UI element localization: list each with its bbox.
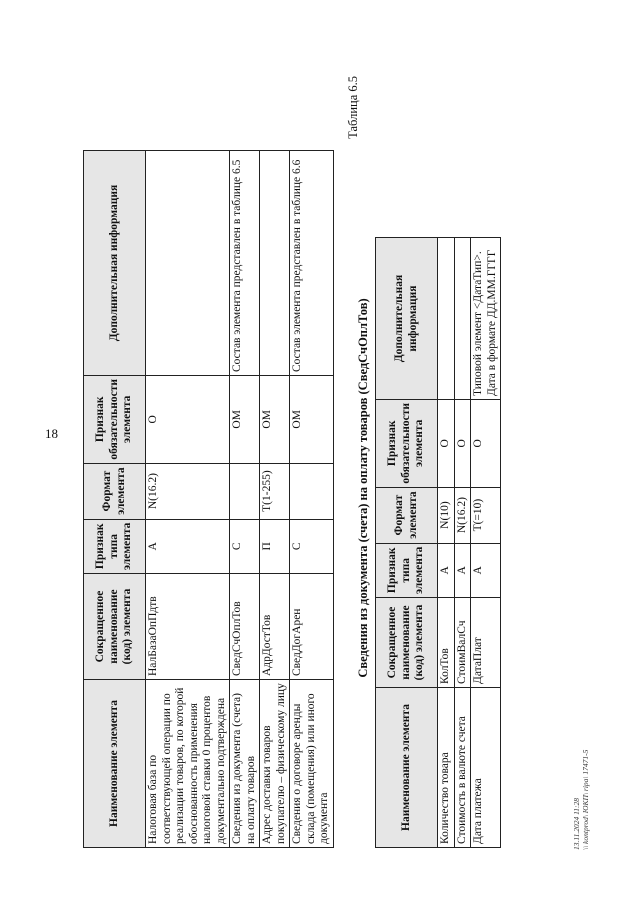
type-cell: А — [454, 543, 471, 597]
element-code-cell: ДатаПлат — [471, 598, 501, 688]
header-cell: Наименование элемента — [376, 688, 438, 848]
required-cell: О — [146, 376, 230, 464]
table-row — [290, 151, 334, 848]
format-cell: N(16.2) — [146, 463, 230, 519]
element-name-cell: Сведения из документа (счета) на оплату товаров — [230, 680, 260, 848]
element-code-cell: НалБазаОпПдтв — [146, 574, 230, 680]
format-cell: N(16.2) — [454, 487, 471, 543]
required-cell: О — [471, 400, 501, 488]
elements-table — [83, 150, 334, 848]
table-header-row — [376, 238, 438, 848]
table-header-row — [84, 151, 146, 848]
table-caption: Таблица 6.5 — [346, 76, 360, 139]
element-code-cell: КолТов — [438, 598, 455, 688]
header-cell: Формат элемента — [84, 463, 146, 519]
header-cell: Признак типа элемента — [376, 543, 438, 597]
type-cell: П — [260, 519, 290, 573]
element-name-cell: Дата платежа — [471, 688, 501, 848]
element-name-cell: Налоговая база по соответствующей операции по реализации товаров, по которой обоснованность применения налоговой ставки 0 процентов документально подтверждена — [146, 680, 230, 848]
table-row — [146, 151, 230, 848]
header-cell: Дополнительная информация — [376, 238, 438, 400]
info-cell — [146, 151, 230, 376]
element-code-cell: СведДогАрен — [290, 574, 334, 680]
table-row — [438, 238, 455, 848]
header-cell: Наименование элемента — [84, 680, 146, 848]
type-cell: С — [290, 519, 334, 573]
element-name-cell: Количество товара — [438, 688, 455, 848]
required-cell: ОМ — [260, 376, 290, 464]
table-row — [260, 151, 290, 848]
element-code-cell: СведСчОплТов — [230, 574, 260, 680]
info-cell: Состав элемента представлен в таблице 6.5 — [230, 151, 260, 376]
table-row — [454, 238, 471, 848]
header-cell: Признак обязательности элемента — [376, 400, 438, 488]
print-stamp — [572, 750, 590, 850]
format-cell: T(=10) — [471, 487, 501, 543]
required-cell: О — [454, 400, 471, 488]
element-code-cell: АдрДостТов — [260, 574, 290, 680]
print-stamp-path: \\ kontprod\ ЮКП\ ripa\ 17471-5 — [581, 749, 590, 850]
header-cell: Признак типа элемента — [84, 519, 146, 573]
element-name-cell: Стоимость в валюте счета — [454, 688, 471, 848]
type-cell: А — [471, 543, 501, 597]
info-cell: Типовой элемент <ДатаТип>. Дата в формате ДД.ММ.ГГГГ — [471, 238, 501, 400]
type-cell: С — [230, 519, 260, 573]
required-cell: ОМ — [290, 376, 334, 464]
type-cell: А — [438, 543, 455, 597]
element-name-cell: Адрес доставки товаров покупателю – физическому лицу — [260, 680, 290, 848]
type-cell: А — [146, 519, 230, 573]
required-cell: ОМ — [230, 376, 260, 464]
info-cell: Состав элемента представлен в таблице 6.6 — [290, 151, 334, 376]
table-row — [230, 151, 260, 848]
info-cell — [454, 238, 471, 400]
element-name-cell: Сведения о договоре аренды склада (помещения) или иного документа — [290, 680, 334, 848]
format-cell — [230, 463, 260, 519]
format-cell: N(10) — [438, 487, 455, 543]
header-cell: Дополнительная информация — [84, 151, 146, 376]
page-number: 18 — [45, 426, 58, 441]
element-code-cell: СтоимВалСч — [454, 598, 471, 688]
info-cell — [260, 151, 290, 376]
format-cell — [290, 463, 334, 519]
table-row — [471, 238, 501, 848]
header-cell: Сокращенное наименование (код) элемента — [376, 598, 438, 688]
info-cell — [438, 238, 455, 400]
format-cell: T(1-255) — [260, 463, 290, 519]
header-cell: Сокращенное наименование (код) элемента — [84, 574, 146, 680]
table-title: Сведения из документа (счета) на оплату товаров (СведСчОплТов) — [356, 298, 370, 678]
header-cell: Формат элемента — [376, 487, 438, 543]
required-cell: О — [438, 400, 455, 488]
print-stamp-date: 13.11.2024 11:28 — [572, 797, 581, 850]
payment-document-table — [375, 237, 501, 848]
header-cell: Признак обязательности элемента — [84, 376, 146, 464]
